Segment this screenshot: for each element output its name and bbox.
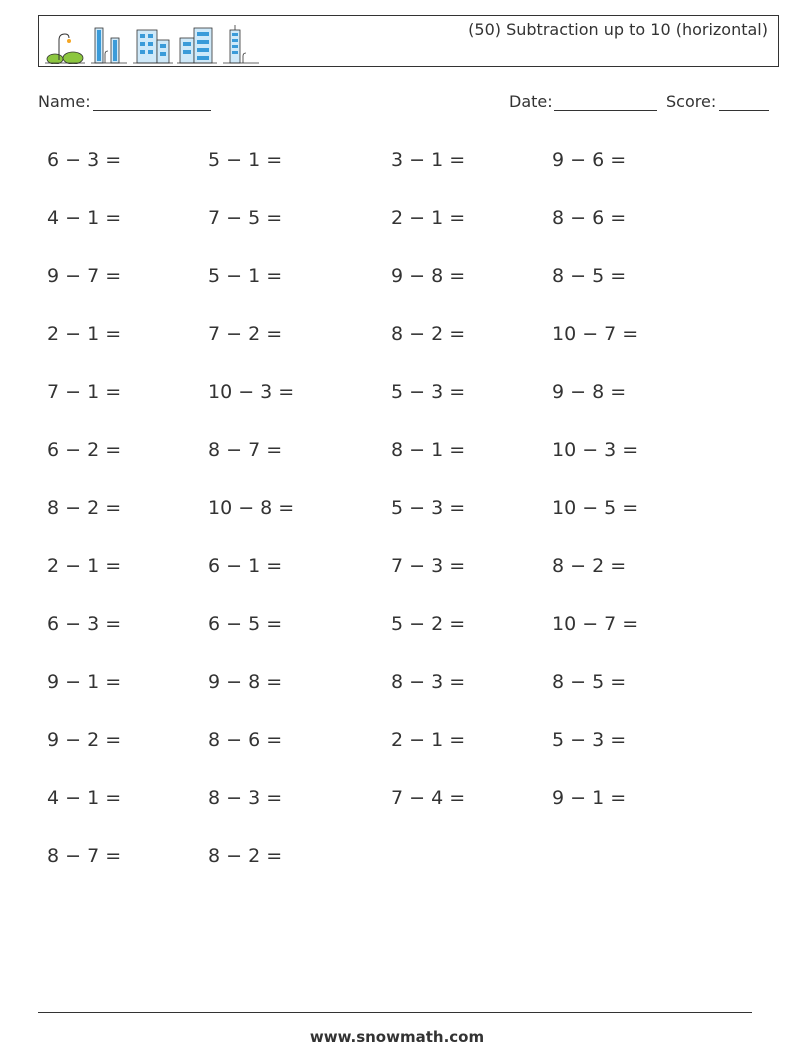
- problem: 10 − 7 =: [552, 613, 639, 635]
- problem: 9 − 8 =: [208, 671, 283, 693]
- problem-row: [47, 609, 767, 667]
- problem-row: [47, 203, 767, 261]
- apartment-building-icon: [177, 24, 217, 64]
- problem: 5 − 1 =: [208, 265, 283, 287]
- problem-row: [47, 493, 767, 551]
- problem: 8 − 6 =: [552, 207, 627, 229]
- problem: 8 − 2 =: [552, 555, 627, 577]
- problem: 5 − 1 =: [208, 149, 283, 171]
- problem-grid: [47, 145, 767, 899]
- problem: 9 − 2 =: [47, 729, 122, 751]
- problem: 8 − 7 =: [47, 845, 122, 867]
- worksheet-header: [38, 15, 779, 67]
- tower-icon: [221, 24, 261, 64]
- park-lamp-icon: [45, 24, 85, 64]
- problem: 6 − 5 =: [208, 613, 283, 635]
- name-label: Name:: [38, 92, 91, 111]
- problem-row: [47, 377, 767, 435]
- problem: 7 − 4 =: [391, 787, 466, 809]
- problem-row: [47, 667, 767, 725]
- problem: 2 − 1 =: [47, 323, 122, 345]
- problem: 10 − 5 =: [552, 497, 639, 519]
- problem-row: [47, 725, 767, 783]
- footer-url: www.snowmath.com: [309, 1028, 485, 1046]
- problem: 6 − 1 =: [208, 555, 283, 577]
- problem: 2 − 1 =: [47, 555, 122, 577]
- score-label: Score:: [666, 92, 717, 111]
- score-field[interactable]: [719, 110, 769, 111]
- problem: 3 − 1 =: [391, 149, 466, 171]
- problem: 8 − 1 =: [391, 439, 466, 461]
- problem-row: [47, 145, 767, 203]
- date-label: Date:: [509, 92, 553, 111]
- problem-row: [47, 783, 767, 841]
- problem: 6 − 3 =: [47, 149, 122, 171]
- skyscraper-icon: [89, 24, 129, 64]
- problem-row: [47, 841, 767, 899]
- problem: 8 − 5 =: [552, 265, 627, 287]
- problem: 5 − 3 =: [391, 497, 466, 519]
- problem: 10 − 7 =: [552, 323, 639, 345]
- problem: 8 − 3 =: [391, 671, 466, 693]
- problem: 6 − 3 =: [47, 613, 122, 635]
- problem: 4 − 1 =: [47, 787, 122, 809]
- problem-row: [47, 319, 767, 377]
- problem: 9 − 8 =: [552, 381, 627, 403]
- problem: 4 − 1 =: [47, 207, 122, 229]
- problem: 5 − 3 =: [391, 381, 466, 403]
- problem: 8 − 2 =: [208, 845, 283, 867]
- problem: 8 − 2 =: [47, 497, 122, 519]
- student-info-row: [38, 92, 779, 116]
- footer-divider: [38, 1012, 752, 1013]
- header-icons: [45, 22, 261, 64]
- problem: 6 − 2 =: [47, 439, 122, 461]
- problem: 7 − 2 =: [208, 323, 283, 345]
- problem-row: [47, 551, 767, 609]
- problem: 2 − 1 =: [391, 729, 466, 751]
- problem: 7 − 5 =: [208, 207, 283, 229]
- problem: 9 − 1 =: [47, 671, 122, 693]
- name-field[interactable]: [93, 110, 211, 111]
- problem: 8 − 2 =: [391, 323, 466, 345]
- problem: 5 − 2 =: [391, 613, 466, 635]
- problem: 8 − 7 =: [208, 439, 283, 461]
- problem: 10 − 3 =: [208, 381, 295, 403]
- problem-row: [47, 261, 767, 319]
- date-field[interactable]: [554, 110, 657, 111]
- problem: 5 − 3 =: [552, 729, 627, 751]
- problem: 9 − 7 =: [47, 265, 122, 287]
- problem: 10 − 3 =: [552, 439, 639, 461]
- problem: 7 − 3 =: [391, 555, 466, 577]
- problem: 9 − 6 =: [552, 149, 627, 171]
- office-building-icon: [133, 24, 173, 64]
- problem: 9 − 1 =: [552, 787, 627, 809]
- problem: 8 − 6 =: [208, 729, 283, 751]
- problem: 8 − 3 =: [208, 787, 283, 809]
- worksheet-title: (50) Subtraction up to 10 (horizontal): [468, 20, 768, 39]
- problem: 9 − 8 =: [391, 265, 466, 287]
- problem: 8 − 5 =: [552, 671, 627, 693]
- problem: 7 − 1 =: [47, 381, 122, 403]
- problem: 10 − 8 =: [208, 497, 295, 519]
- problem: 2 − 1 =: [391, 207, 466, 229]
- problem-row: [47, 435, 767, 493]
